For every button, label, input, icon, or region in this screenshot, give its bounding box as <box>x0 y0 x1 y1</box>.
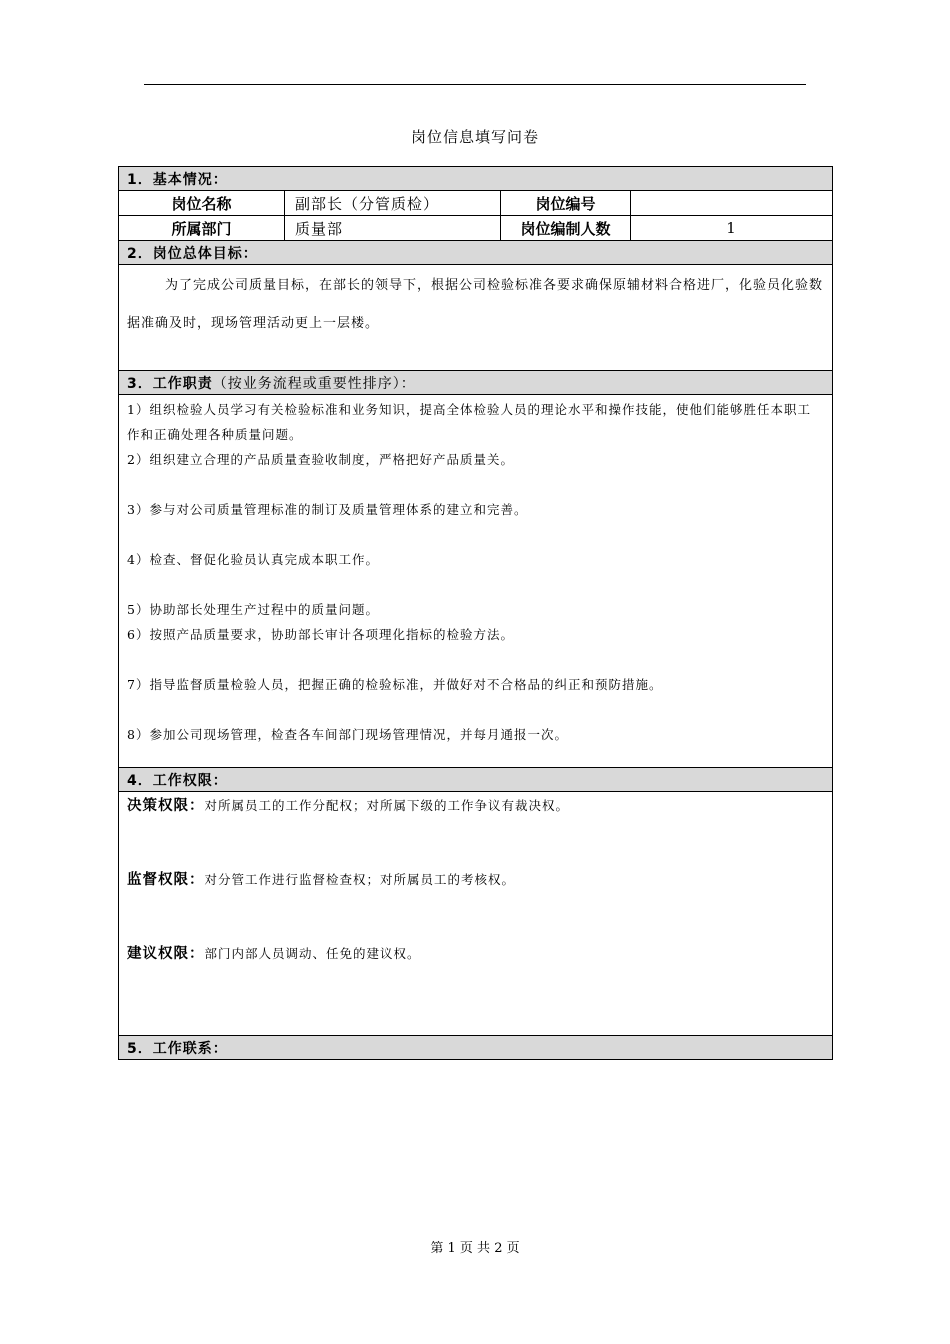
duties-cell <box>119 395 833 768</box>
position-code-label: 岗位编号 <box>501 191 631 216</box>
section3-heading-note: （按业务流程或重要性排序）： <box>212 375 416 392</box>
department-label: 所属部门 <box>119 216 285 241</box>
authority-text: 部门内部人员调动、任免的建议权。 <box>204 946 421 961</box>
duty-item: 6）按照产品质量要求，协助部长审计各项理化指标的检验方法。 <box>127 627 514 642</box>
authority-key: 监督权限： <box>127 872 205 888</box>
position-name-value: 副部长（分管质检） <box>285 191 501 216</box>
section3-heading-title: 3．工作职责 <box>127 375 213 392</box>
duty-item: 8）参加公司现场管理，检查各车间部门现场管理情况，并每月通报一次。 <box>127 727 568 742</box>
duty-item: 2）组织建立合理的产品质量查验收制度，严格把好产品质量关。 <box>127 452 514 467</box>
authority-item <box>127 869 824 943</box>
page-footer: 第 1 页 共 2 页 <box>430 1241 520 1256</box>
duty-item: 4）检查、督促化验员认真完成本职工作。 <box>127 552 379 567</box>
section2-heading: 2．岗位总体目标： <box>119 241 833 265</box>
headcount-label: 岗位编制人数 <box>501 216 631 241</box>
section5-heading: 5．工作联系： <box>119 1036 833 1060</box>
duty-item: 1）组织检验人员学习有关检验标准和业务知识，提高全体检验人员的理论水平和操作技能，使他们能够胜任本职工作和正确处理各种质量问题。 <box>127 402 811 442</box>
authority-key: 建议权限： <box>127 946 205 962</box>
header-rule <box>144 84 806 85</box>
overall-goal-cell <box>119 265 833 371</box>
authority-text: 对所属员工的工作分配权；对所属下级的工作争议有裁决权。 <box>204 798 570 813</box>
department-value: 质量部 <box>285 216 501 241</box>
authority-key: 决策权限： <box>127 798 205 814</box>
authority-text: 对分管工作进行监督检查权；对所属员工的考核权。 <box>204 872 516 887</box>
headcount-value: 1 <box>631 216 833 241</box>
overall-goal-text: 为了完成公司质量目标，在部长的领导下，根据公司检验标准各要求确保原辅材料合格进厂，化验员化验数据准确及时，现场管理活动更上一层楼。 <box>127 278 824 331</box>
duty-item: 7）指导监督质量检验人员，把握正确的检验标准，并做好对不合格品的纠正和预防措施。 <box>127 677 663 692</box>
duty-item: 3）参与对公司质量管理标准的制订及质量管理体系的建立和完善。 <box>127 502 528 517</box>
position-code-value <box>631 191 833 216</box>
questionnaire-table <box>118 166 833 1060</box>
authority-item <box>127 943 824 1017</box>
section3-heading <box>119 371 833 395</box>
duty-item: 5）协助部长处理生产过程中的质量问题。 <box>127 602 379 617</box>
position-name-label: 岗位名称 <box>119 191 285 216</box>
authority-cell <box>119 792 833 1036</box>
section1-heading: 1．基本情况： <box>119 167 833 191</box>
document-title: 岗位信息填写问卷 <box>410 128 539 146</box>
section4-heading: 4．工作权限： <box>119 768 833 792</box>
authority-item <box>127 795 824 869</box>
